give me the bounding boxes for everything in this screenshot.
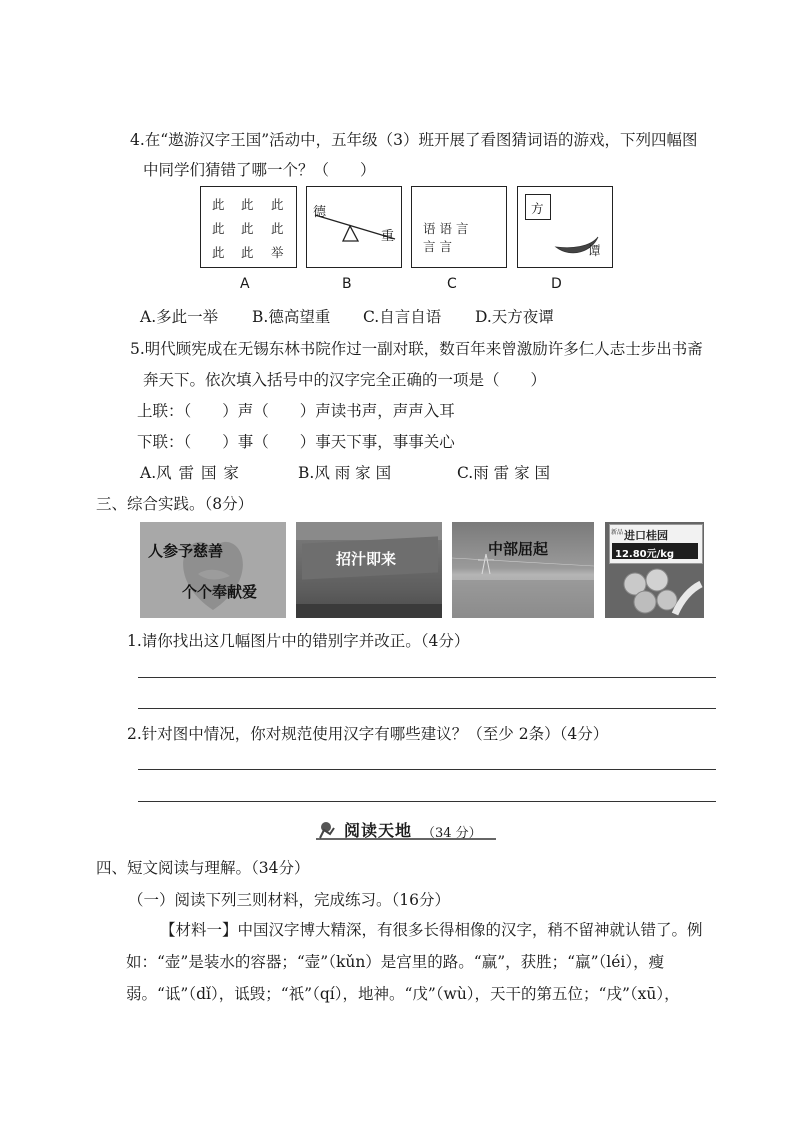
banner-score: （34 分） [422,826,482,841]
photo4-price: 12.80元/kg [615,549,675,560]
box-c-row2: 言 言 [423,239,452,254]
picture-c [411,186,507,268]
section4-sub: （一）阅读下列三则材料，完成练习。（16分） [128,891,450,909]
longan-fruit-icon [605,522,704,618]
photo2-caption: 招汁即来 [336,550,397,568]
picture-b [306,186,402,268]
banner-title: 阅读天地 [344,821,413,840]
answer-line [138,708,716,709]
heart-hands-icon [140,522,286,618]
q5-line1: 5.明代顾宪成在无锡东林书院作过一副对联，数百年来曾激励许多仁人志士步出书斋 [130,340,703,358]
box-c-row1: 语 语 言 [423,221,469,236]
box-a-char: 此 [212,245,225,260]
q4-line1: 4.在“遨游汉字王国”活动中，五年级（3）班开展了看图猜词语的游戏，下列四幅图 [130,131,698,149]
answer-line [138,677,716,678]
section3-title: 三、综合实践。（8分） [96,495,254,513]
section3-q2: 2.针对图中情况，你对规范使用汉字有哪些建议？（至少 2条）（4分） [127,725,609,743]
picture-a [200,186,297,268]
answer-line [138,769,716,770]
q5-option-a: A.风 雷 国 家 [140,464,239,482]
q5-line2: 奔天下。依次填入括号中的汉字完全正确的一项是（ ） [143,371,547,389]
box-a-char: 此 [212,197,225,212]
q4-option-c: C.自言自语 [363,308,442,326]
box-a-char: 此 [241,245,254,260]
power-tower-icon [452,522,594,618]
picture-c-label: C [447,276,457,292]
box-b-right-char: 重 [381,229,395,244]
q4-option-b: B.德高望重 [252,308,331,326]
box-d-word-char: 谭 [588,243,601,258]
photo4-sign: 进口桂园 [624,529,668,542]
picture-a-label: A [240,276,250,292]
material-para-1: 【材料一】中国汉字博大精深，有很多长得相像的汉字，稍不留神就认错了。例 [160,921,703,939]
photo1-line1: 人参予慈善 [148,542,224,560]
photo3-caption: 中部屈起 [488,540,549,558]
section3-q1: 1.请你找出这几幅图片中的错别字并改正。（4分） [127,632,470,650]
box-a-char: 举 [271,245,284,260]
picture-b-label: B [342,276,352,292]
photo-field [452,522,594,618]
box-a-char: 此 [241,221,254,236]
picture-d [517,186,613,268]
box-d-square-char: 方 [531,201,544,216]
ground [296,604,442,618]
box-a-char: 此 [271,221,284,236]
reading-banner [312,816,498,842]
q4-option-a: A.多此一举 [140,308,219,326]
couplet-upper: 上联：（ ）声（ ）声读书声，声声入耳 [137,402,455,420]
photo-recruit-sign [296,522,442,618]
box-a-char: 此 [241,197,254,212]
photo4-tag: 新品 [611,529,624,536]
q5-option-b: B.风 雨 家 国 [298,464,392,482]
q4-option-d: D.天方夜谭 [475,308,554,326]
box-a-char: 此 [212,221,225,236]
couplet-lower: 下联：（ ）事（ ）事天下事，事事关心 [137,433,455,451]
section4-title: 四、短文阅读与理解。（34分） [96,859,310,877]
material-para-2: 如：“壶”是装水的容器；“壸”（kǔn）是宫里的路。“赢”，获胜；“羸”（léi），瘦 [126,953,665,971]
q5-option-c: C.雨 雷 家 国 [457,464,551,482]
q4-line2: 中同学们猜错了哪一个？（ ） [143,161,376,179]
photo-charity [140,522,286,618]
photo1-line2: 个个奉献爱 [182,583,258,601]
material-para-3: 弱。“诋”（dǐ），诋毁；“祇”（qí），地神。“戊”（wù），天干的第五位；“戌”（xū）， [126,985,680,1003]
answer-line [138,801,716,802]
photo-fruit-stand [605,522,704,618]
box-a-char: 此 [271,197,284,212]
picture-d-label: D [551,276,562,292]
box-b-left-char: 德 [313,205,327,220]
